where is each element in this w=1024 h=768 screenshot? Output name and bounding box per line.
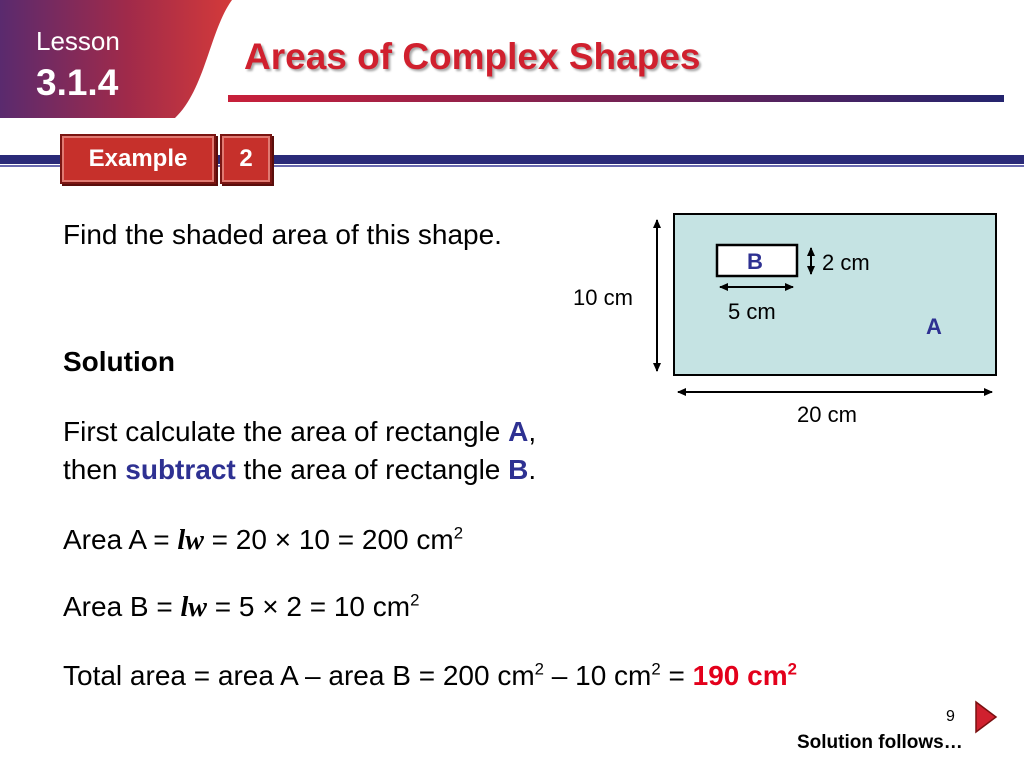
area-b-calc: = 5 × 2 = 10 cm bbox=[206, 591, 411, 622]
area-a-prefix: Area A = bbox=[63, 524, 178, 555]
step1-comma: , bbox=[528, 416, 537, 447]
area-a-line bbox=[63, 524, 463, 557]
area-b-prefix: Area B = bbox=[63, 591, 181, 622]
step-line-2 bbox=[63, 454, 536, 486]
rect-b-label: B bbox=[747, 249, 763, 274]
area-a-formula: lw bbox=[177, 525, 204, 556]
area-a-calc: = 20 × 10 = 200 cm bbox=[203, 524, 454, 555]
lesson-number: 3.1.4 bbox=[36, 62, 119, 103]
example-number-badge: 2 bbox=[220, 134, 272, 184]
b-height-label: 2 cm bbox=[822, 250, 870, 275]
step1-text: First calculate the area of rectangle bbox=[63, 416, 509, 447]
step2-period: . bbox=[528, 454, 537, 485]
b-width-label: 5 cm bbox=[728, 299, 776, 324]
total-area-line bbox=[63, 660, 797, 692]
area-b-line bbox=[63, 591, 419, 624]
lesson-label: Lesson bbox=[36, 26, 120, 56]
subtract-keyword: subtract bbox=[125, 454, 236, 485]
rect-a-ref: A bbox=[508, 416, 529, 447]
example-badge: Example bbox=[60, 134, 216, 184]
total-text-2: – 10 cm bbox=[543, 660, 652, 691]
total-exponent-1: 2 bbox=[534, 659, 544, 679]
area-b-exponent: 2 bbox=[410, 590, 420, 610]
total-text-1: Total area = area A – area B = 200 cm bbox=[63, 660, 535, 691]
total-exponent-2: 2 bbox=[651, 659, 661, 679]
height-label: 10 cm bbox=[573, 285, 633, 310]
step2-text-middle: the area of rectangle bbox=[235, 454, 509, 485]
page-number: 9 bbox=[946, 708, 955, 725]
solution-heading: Solution bbox=[63, 346, 175, 377]
area-a-exponent: 2 bbox=[453, 523, 464, 543]
next-arrow-icon[interactable] bbox=[974, 700, 998, 734]
question-text: Find the shaded area of this shape. bbox=[63, 219, 502, 250]
total-equals: = bbox=[660, 660, 693, 691]
width-label: 20 cm bbox=[797, 402, 857, 427]
total-answer: 190 cm bbox=[692, 660, 788, 691]
solution-follows-link[interactable]: Solution follows… bbox=[797, 732, 963, 753]
step2-text-start: then bbox=[63, 454, 126, 485]
rect-a-label: A bbox=[926, 314, 942, 339]
page-title: Areas of Complex Shapes bbox=[244, 36, 701, 77]
rectangle-a bbox=[674, 214, 996, 375]
total-answer-exponent: 2 bbox=[787, 659, 797, 679]
rect-b-ref: B bbox=[508, 454, 529, 485]
area-b-formula: lw bbox=[180, 592, 207, 623]
